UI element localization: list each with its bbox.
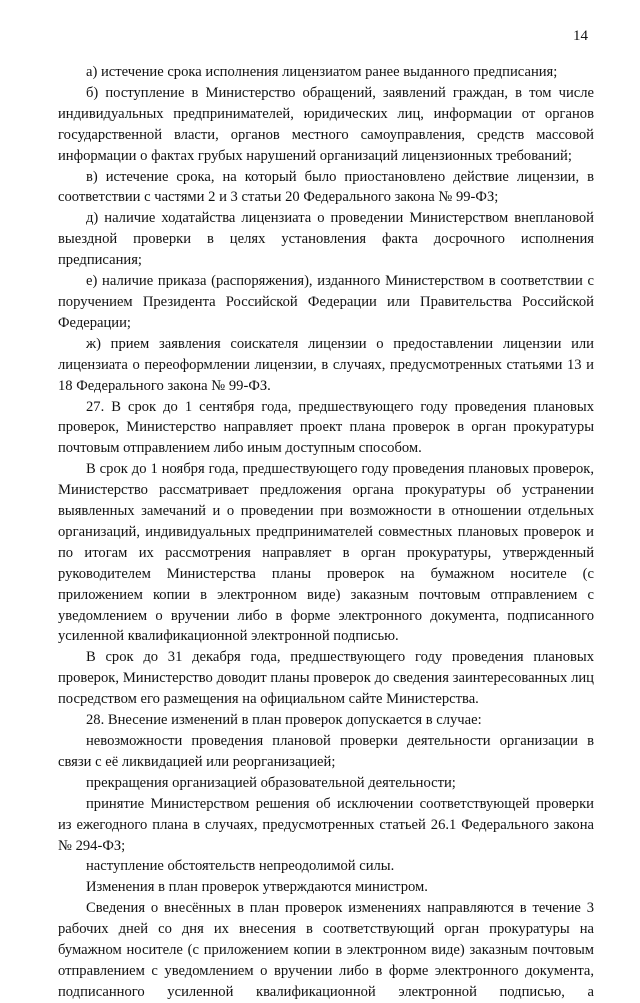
paragraph-liquidation: невозможности проведения плановой проверки деятельности организации в связи с её ликвидацией или реорганизацией; <box>58 733 594 770</box>
paragraph-termination: прекращения организацией образовательной деятельности; <box>86 774 456 791</box>
paragraph-zh: ж) прием заявления соискателя лицензии о предоставлении лицензии или лицензиата о переоформлении лицензии, в случаях, предусмотренных статьями 13 и 18 Федерального закона № 99-ФЗ. <box>58 335 594 394</box>
paragraph-b: б) поступление в Министерство обращений, заявлений граждан, в том числе индивидуальных предпринимателей, юридических лиц, информации от органов государственной власти, органов местного самоуправления, средств массовой информации о фактах грубых нарушений организаций лицензионных требований; <box>58 84 594 164</box>
document-body <box>58 62 594 1003</box>
paragraph-december: В срок до 31 декабря года, предшествующего году проведения плановых проверок, Министерство доводит планы проверок до сведения заинтересованных лиц посредством его размещения на официальном сайте Министерства. <box>58 649 594 708</box>
paragraph-27: 27. В срок до 1 сентября года, предшествующего году проведения плановых проверок, Министерство направляет проект плана проверок в орган прокуратуры почтовым отправлением либо иным доступным способом. <box>58 398 594 457</box>
paragraph-notification: Сведения о внесённых в план проверок изменениях направляются в течение 3 рабочих дней со дня их внесения в соответствующий орган прокуратуры на бумажном носителе (с приложением копии в электронном виде) заказным почтовым отправлением с уведомлением о вручении либо в форме электронного документа, подписанного усиленной квалификационной электронной подписью, а <box>58 900 594 1000</box>
paragraph-a: а) истечение срока исполнения лицензиатом ранее выданного предписания; <box>86 64 558 80</box>
page-number: 14 <box>573 28 588 44</box>
paragraph-november: В срок до 1 ноября года, предшествующего году проведения плановых проверок, Министерство рассматривает предложения органа прокуратуры об устранении выявленных замечаний и о проведении при возможности в отношении отдельных организаций, индивидуальных предпринимателей совместных плановых проверок и по итогам их рассмотрения направляет в орган прокуратуры, утвержденный руководителем Министерства планы проверок на бумажном носителе (с приложением копии в электронном виде) заказным почтовым отправлением с уведомлением о вручении либо в форме электронного документа, подписанного усиленной квалификационной электронной подписью. <box>58 461 594 645</box>
paragraph-v: в) истечение срока, на который было приостановлено действие лицензии, в соответствии с частями 2 и 3 статьи 20 Федерального закона № 99-ФЗ; <box>58 168 594 206</box>
paragraph-28: 28. Внесение изменений в план проверок допускается в случае: <box>86 712 482 729</box>
paragraph-e: е) наличие приказа (распоряжения), изданного Министерством в соответствии с поручением Президента Российской Федерации или Правительства Российской Федерации; <box>58 273 594 331</box>
paragraph-approval: Изменения в план проверок утверждаются министром. <box>86 879 428 896</box>
paragraph-exclusion: принятие Министерством решения об исключении соответствующей проверки из ежегодного плана в случаях, предусмотренных статьей 26.1 Федерального закона № 294-ФЗ; <box>58 795 594 854</box>
paragraph-d: д) наличие ходатайства лицензиата о проведении Министерством внеплановой выездной проверки в целях установления факта досрочного исполнения предписания; <box>58 210 594 269</box>
paragraph-force-majeure: наступление обстоятельств непреодолимой силы. <box>86 858 395 875</box>
